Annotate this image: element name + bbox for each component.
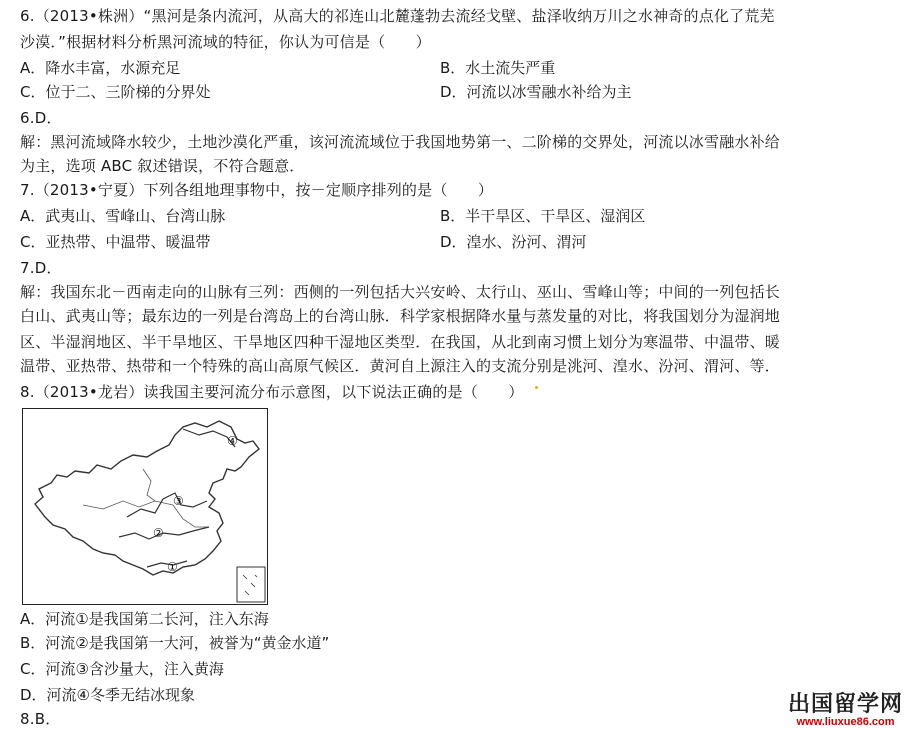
q6-explanation-line-1: 解：黑河流域降水较少，土地沙漠化严重，该河流流域位于我国地势第一、二阶梯的交界处，河流以冰雪融水补给 <box>20 133 781 151</box>
q7-option-b: B．半干旱区、干旱区、湿润区 <box>440 207 646 225</box>
q6-answer: 6.D． <box>20 109 62 127</box>
q8-answer: 8.B． <box>20 710 61 728</box>
river-2-path <box>119 527 209 539</box>
map-label-4: ④ <box>227 434 238 448</box>
map-label-2: ② <box>153 526 164 540</box>
q6-stem-line-1: 6.（2013•株洲）“黑河是条内流河，从高大的祁连山北麓蓬勃去流经戈壁、盐泽收纳万川之水神奇的点化了荒芜 <box>20 7 775 25</box>
q7-explanation-line-3: 区、半湿润地区、半干旱地区、干旱地区四种干湿地区类型．在我国，从北到南习惯上划分为寒温带、中温带、暖 <box>20 333 781 351</box>
q7-option-c: C．亚热带、中温带、暖温带 <box>20 233 211 251</box>
q8-option-c: C．河流③含沙量大，注入黄海 <box>20 660 224 678</box>
q6-option-d: D．河流以冰雪融水补给为主 <box>440 83 632 101</box>
map-label-1: ① <box>167 560 178 574</box>
yellow-dot-mark <box>535 386 538 389</box>
china-outline-path <box>35 421 259 575</box>
q7-stem: 7.（2013•宁夏）下列各组地理事物中，按－定顺序排列的是（ ） <box>20 181 494 199</box>
map-label-3: ③ <box>173 494 184 508</box>
q7-explanation-line-1: 解：我国东北－西南走向的山脉有三列：西侧的一列包括大兴安岭、太行山、巫山、雪峰山等；中间的一列包括长 <box>20 283 781 301</box>
q7-answer: 7.D． <box>20 259 62 277</box>
china-map-svg <box>23 409 267 604</box>
q8-option-a: A．河流①是我国第二长河，注入东海 <box>20 610 269 628</box>
china-river-map <box>22 408 268 605</box>
q6-option-c: C．位于二、三阶梯的分界处 <box>20 83 211 101</box>
site-watermark <box>788 687 903 728</box>
q7-explanation-line-2: 白山、武夷山等；最东边的一列是台湾岛上的台湾山脉．科学家根据降水量与蒸发量的对比，将我国划分为湿润地 <box>20 307 781 325</box>
q8-option-d: D．河流④冬季无结冰现象 <box>20 686 195 704</box>
inner-border-path-3 <box>173 505 209 527</box>
q7-explanation-line-4: 温带、亚热带、热带和一个特殊的高山高原气候区．黄河自上源注入的支流分别是洮河、湟水、汾河、渭河、等． <box>20 357 781 375</box>
q6-option-b: B．水土流失严重 <box>440 59 556 77</box>
watermark-title: 出国留学网 <box>787 691 903 716</box>
q6-stem-line-2: 沙漠．”根据材料分析黑河流域的特征，你认为可信是（ ） <box>20 33 431 51</box>
south-sea-inset <box>237 567 265 602</box>
q7-option-a: A．武夷山、雪峰山、台湾山脉 <box>20 207 226 225</box>
q8-stem: 8.（2013•龙岩）读我国主要河流分布示意图，以下说法正确的是（ ） <box>20 383 524 401</box>
q6-explanation-line-2: 为主，选项 ABC 叙述错误，不符合题意． <box>20 157 305 175</box>
q8-option-b: B．河流②是我国第一大河，被誉为“黄金水道” <box>20 634 330 652</box>
watermark-url: www.liuxue86.com <box>796 716 895 728</box>
inner-border-path-2 <box>143 469 155 501</box>
river-3-path <box>127 493 207 517</box>
q7-option-d: D．湟水、汾河、渭河 <box>440 233 587 251</box>
south-sea-islands <box>243 575 257 595</box>
q6-option-a: A．降水丰富，水源充足 <box>20 59 181 77</box>
